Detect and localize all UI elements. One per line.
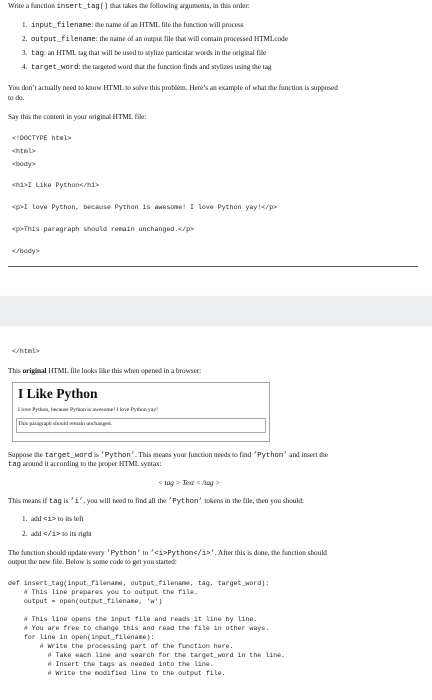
arg-code: input_filename <box>30 22 92 30</box>
preview-paragraph-2: This paragraph should remain unchanged. <box>18 421 112 427</box>
update-line-1: The function should update every ’Python’ to ’<i>Python</i>’. After this is done, the function should <box>8 549 327 558</box>
bold-original: original <box>22 367 47 375</box>
arg-item-4: 4. target_word: the targeted word that the function finds and stylizes using the tag <box>22 63 272 72</box>
starter-code-line: def insert_tag(input_filename, output_filename, tag, target_word): <box>8 580 270 587</box>
starter-code-line: # This line prepares you to output the file. <box>8 589 198 596</box>
starter-code-line: # This line opens the input file and reads it line by line. <box>8 616 258 623</box>
preview-heading: I Like Python <box>18 386 98 401</box>
arg-code: target_word <box>30 64 79 72</box>
html-code-line: <p>This paragraph should remain unchanged.</p> <box>12 226 195 233</box>
page-gap <box>0 296 432 326</box>
starter-code-line: output = open(output_filename, 'w') <box>8 598 163 605</box>
html-code-line: <p>I love Python, because Python is awesome! I love Python yay!</p> <box>12 204 278 211</box>
starter-code-line: # Write the modified line to the output file. <box>8 670 226 677</box>
note-line-2: to do. <box>8 94 25 102</box>
step-item-2: 2. add </i> to its right <box>22 530 92 539</box>
html-code-line: </body> <box>12 248 40 255</box>
html-code-line: <h1>I Like Python</h1> <box>12 182 100 189</box>
suppose-line-2: tag around it according to the proper HTML syntax: <box>8 460 162 469</box>
divider <box>8 266 418 267</box>
note-line-1: You don’t actually need to know HTML to solve this problem. Here’s an example of what the function is supposed <box>8 84 338 92</box>
suppose-line-1: Suppose the target_word is ’Python’. This means your function needs to find ’Python’ and insert the <box>8 451 328 460</box>
arg-code: tag <box>30 50 44 58</box>
starter-code-line: # Take each line and search for the target_word in the line. <box>8 652 285 659</box>
intro-text-end: that takes the following arguments, in this order: <box>110 2 250 10</box>
document-page-1 <box>0 0 432 296</box>
function-name-code: insert_tag() <box>56 3 109 11</box>
intro-line <box>8 2 250 12</box>
arg-code: output_filename <box>30 36 96 44</box>
update-line-2: output the new file. Below is some code to get you started: <box>8 558 177 566</box>
starter-code-line: # Insert the tags as needed into the line. <box>8 661 214 668</box>
intro-text: Write a function <box>8 2 55 10</box>
starter-code-line: # You are free to change this and read the file in other ways. <box>8 625 270 632</box>
document-page-2 <box>0 326 432 700</box>
html-code-line: <html> <box>12 148 36 155</box>
syntax-formula: < tag > Text < /tag > <box>158 479 221 487</box>
say-line: Say this the content in your original HTML file: <box>8 113 147 121</box>
browser-preview <box>12 382 270 442</box>
html-code-line: <!DOCTYPE html> <box>12 135 72 142</box>
starter-code-line: # Write the processing part of the function here. <box>8 643 234 650</box>
arg-item-1: 1. input_filename: the name of an HTML file the function will process <box>22 21 244 30</box>
starter-code-line: for line in open(input_filename): <box>8 634 155 641</box>
browser-intro: This original HTML file looks like this when opened in a browser: <box>8 367 202 375</box>
html-code-line: <body> <box>12 161 36 168</box>
arg-item-3: 3. tag: an HTML tag that will be used to stylize particular words in the original file <box>22 49 267 58</box>
means-line: This means if tag is ’i’, you will need to find all the ’Python’ tokens in the file, then you should: <box>8 497 304 506</box>
step-item-1: 1. add <i> to its left <box>22 515 84 524</box>
arg-item-2: 2. output_filename: the name of an output file that will contain processed HTMLcode <box>22 35 288 44</box>
preview-paragraph-1: I love Python, because Python is awesome! I love Python yay! <box>18 407 158 413</box>
html-close-tag: </html> <box>12 348 40 355</box>
